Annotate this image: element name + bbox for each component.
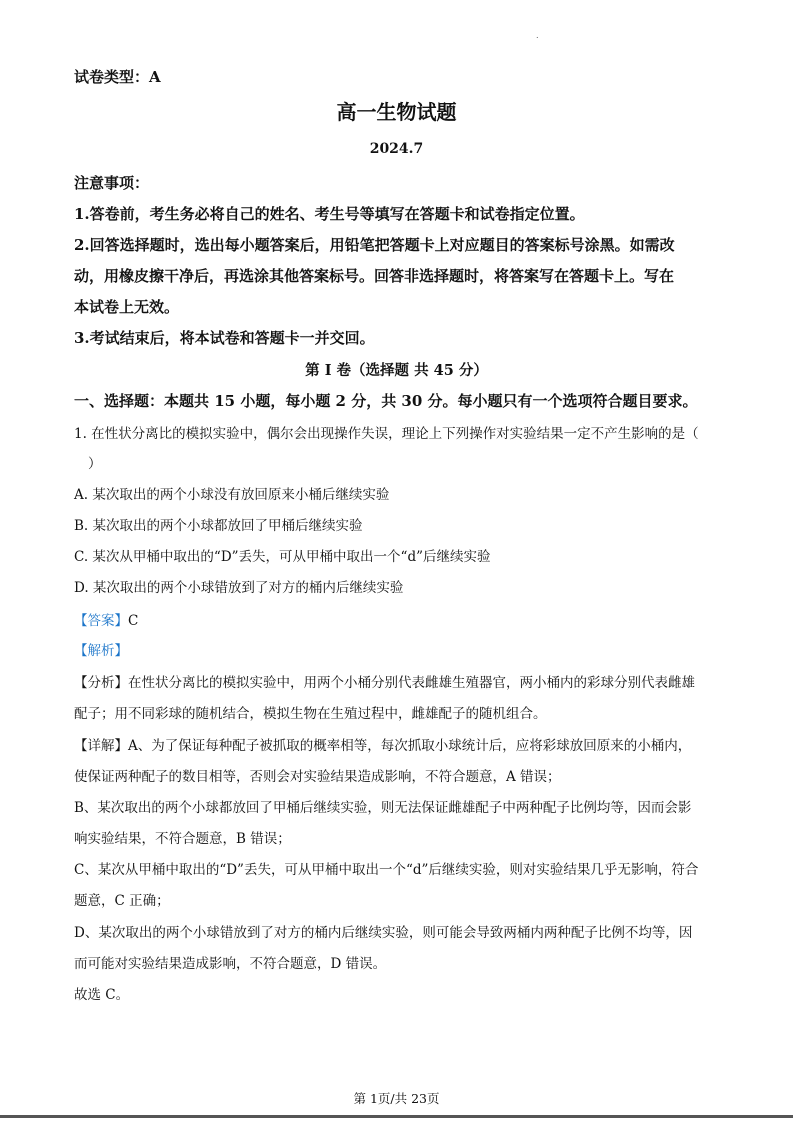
notice-item-2-line-1: 2.回答选择题时，选出每小题答案后，用铅笔把答题卡上对应题目的答案标号涂黑。如需改 xyxy=(74,236,675,254)
page-title: 高一生物试题 xyxy=(336,100,457,124)
section-title: 第 I 卷（选择题 共 45 分） xyxy=(305,362,488,379)
option-a: A. 某次取出的两个小球没有放回原来小桶后继续实验 xyxy=(74,487,390,503)
notice-item-1: 1.答卷前，考生务必将自己的姓名、考生号等填写在答题卡和试卷指定位置。 xyxy=(74,205,585,223)
section-instructions: 一、选择题：本题共 15 小题，每小题 2 分，共 30 分。每小题只有一个选项符合题目要求。 xyxy=(74,392,698,410)
explanation-c-line-2: 题意，C 正确； xyxy=(74,893,170,909)
explanation-b-line-2: 响实验结果，不符合题意，B 错误； xyxy=(74,831,291,847)
xiangjie-text-1: A、为了保证每种配子被抓取的概率相等，每次抓取小球统计后，应将彩球放回原来的小桶内， xyxy=(128,738,692,754)
answer-row xyxy=(74,609,138,629)
corner-marker: . xyxy=(536,31,539,40)
xiangjie-line-2: 使保证两种配子的数目相等，否则会对实验结果造成影响，不符合题意，A 错误； xyxy=(74,769,561,785)
analysis-label: 【解析】 xyxy=(74,643,128,659)
fenxi-label: 【分析】 xyxy=(74,675,128,691)
explanation-c-line-1: C、某次从甲桶中取出的“D”丢失，可从甲桶中取出一个“d”后继续实验，则对实验结果几乎无影响，符合 xyxy=(74,862,699,878)
notice-heading: 注意事项： xyxy=(74,174,150,192)
fenxi-line-1 xyxy=(74,671,695,691)
notice-item-2-line-3: 本试卷上无效。 xyxy=(74,298,180,316)
notice-item-3: 3.考试结束后，将本试卷和答题卡一并交回。 xyxy=(74,329,375,347)
paper-type: 试卷类型：A xyxy=(74,68,161,86)
fenxi-line-2: 配子；用不同彩球的随机结合，模拟生物在生殖过程中，雌雄配子的随机组合。 xyxy=(74,706,547,722)
option-c: C. 某次从甲桶中取出的“D”丢失，可从甲桶中取出一个“d”后继续实验 xyxy=(74,549,491,565)
page-footer: 第 1页/共 23页 xyxy=(353,1091,440,1106)
answer-value: C xyxy=(128,613,139,629)
bottom-divider xyxy=(0,1115,793,1118)
conclusion: 故选 C。 xyxy=(74,987,130,1003)
notice-item-2-line-2: 动，用橡皮擦干净后，再选涂其他答案标号。回答非选择题时，将答案写在答题卡上。写在 xyxy=(74,267,675,285)
answer-label: 【答案】 xyxy=(74,613,128,629)
question-1-stem-line-1: 1. 在性状分离比的模拟实验中，偶尔会出现操作失误，理论上下列操作对实验结果一定不产生影响的是（ xyxy=(74,426,699,442)
explanation-b-line-1: B、某次取出的两个小球都放回了甲桶后继续实验，则无法保证雌雄配子中两种配子比例均等，因而会影 xyxy=(74,800,692,816)
question-1-stem-line-2: ） xyxy=(88,456,102,472)
xiangjie-label: 【详解】 xyxy=(74,738,128,754)
option-d: D. 某次取出的两个小球错放到了对方的桶内后继续实验 xyxy=(74,580,404,596)
explanation-d-line-2: 而可能对实验结果造成影响，不符合题意，D 错误。 xyxy=(74,956,387,972)
fenxi-text-1: 在性状分离比的模拟实验中，用两个小桶分别代表雌雄生殖器官，两小桶内的彩球分别代表雌雄 xyxy=(128,675,695,691)
option-b: B. 某次取出的两个小球都放回了甲桶后继续实验 xyxy=(74,518,363,534)
exam-date: 2024.7 xyxy=(369,141,424,157)
explanation-d-line-1: D、某次取出的两个小球错放到了对方的桶内后继续实验，则可能会导致两桶内两种配子比例不均等，因 xyxy=(74,925,693,941)
xiangjie-line-1 xyxy=(74,734,691,754)
